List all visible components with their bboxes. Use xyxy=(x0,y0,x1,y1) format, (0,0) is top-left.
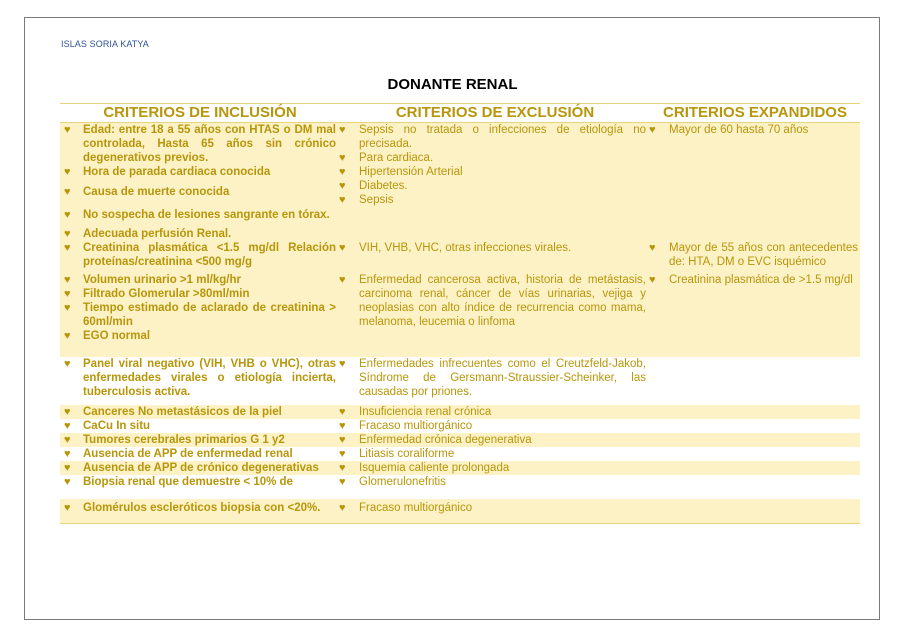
heart-bullet-icon: ♥ xyxy=(339,124,346,136)
heart-bullet-icon: ♥ xyxy=(64,502,71,514)
expanded-text: Creatinina plasmática de >1.5 mg/dl xyxy=(669,274,853,286)
exclusion-text: VIH, VHB, VHC, otras infecciones virales. xyxy=(359,242,572,254)
inclusion-item xyxy=(60,301,340,329)
exclusion-item xyxy=(340,461,650,475)
table-row xyxy=(60,241,860,273)
inclusion-text: Ausencia de APP de crónico degenerativas xyxy=(83,462,319,474)
exclusion-cell xyxy=(340,357,650,405)
exclusion-text: Litiasis coraliforme xyxy=(359,448,455,460)
inclusion-item xyxy=(60,447,340,461)
exclusion-cell xyxy=(340,123,650,242)
heart-bullet-icon: ♥ xyxy=(64,420,71,432)
exclusion-cell xyxy=(340,461,650,475)
exclusion-item xyxy=(340,151,650,165)
table-row xyxy=(60,499,860,524)
inclusion-item xyxy=(60,273,340,287)
inclusion-text: Hora de parada cardiaca conocida xyxy=(83,166,271,178)
inclusion-cell xyxy=(60,273,340,357)
inclusion-cell xyxy=(60,499,340,524)
expanded-cell xyxy=(650,447,860,461)
header-exclusion: CRITERIOS DE EXCLUSIÓN xyxy=(340,104,650,123)
table-row xyxy=(60,405,860,419)
header-inclusion: CRITERIOS DE INCLUSIÓN xyxy=(60,104,340,123)
expanded-text: Mayor de 60 hasta 70 años xyxy=(669,124,809,136)
inclusion-item xyxy=(60,165,340,179)
exclusion-cell xyxy=(340,433,650,447)
criteria-table xyxy=(60,103,860,524)
heart-bullet-icon: ♥ xyxy=(339,406,346,418)
expanded-text: Mayor de 55 años con antecedentes de: HTA, DM o EVC isquémico xyxy=(669,242,858,268)
exclusion-cell xyxy=(340,241,650,273)
inclusion-item xyxy=(60,241,340,269)
heart-bullet-icon: ♥ xyxy=(64,302,71,314)
exclusion-text: Fracaso multiorgánico xyxy=(359,502,473,514)
inclusion-cell xyxy=(60,475,340,499)
inclusion-cell xyxy=(60,405,340,419)
heart-bullet-icon: ♥ xyxy=(64,462,71,474)
inclusion-text: Edad: entre 18 a 55 años con HTAS o DM mal controlada, Hasta 65 años sin crónico degenerativos previos. xyxy=(83,124,336,164)
heart-bullet-icon: ♥ xyxy=(64,209,71,221)
exclusion-cell xyxy=(340,475,650,499)
exclusion-item xyxy=(340,179,650,193)
exclusion-item xyxy=(340,123,650,151)
exclusion-cell xyxy=(340,447,650,461)
inclusion-item xyxy=(60,185,340,199)
heart-bullet-icon: ♥ xyxy=(649,124,656,136)
heart-bullet-icon: ♥ xyxy=(339,462,346,474)
exclusion-text: Enfermedad crónica degenerativa xyxy=(359,434,532,446)
inclusion-cell xyxy=(60,447,340,461)
inclusion-text: No sospecha de lesiones sangrante en tórax. xyxy=(83,209,330,221)
inclusion-cell xyxy=(60,241,340,273)
table-row xyxy=(60,357,860,405)
heart-bullet-icon: ♥ xyxy=(64,124,71,136)
exclusion-text: Glomerulonefritis xyxy=(359,476,446,488)
heart-bullet-icon: ♥ xyxy=(339,152,346,164)
inclusion-item xyxy=(60,329,340,343)
inclusion-text: Tiempo estimado de aclarado de creatinina > 60ml/min xyxy=(83,302,336,328)
heart-bullet-icon: ♥ xyxy=(64,330,71,342)
heart-bullet-icon: ♥ xyxy=(64,434,71,446)
exclusion-text: Hipertensión Arterial xyxy=(359,166,463,178)
heart-bullet-icon: ♥ xyxy=(649,274,656,286)
expanded-cell xyxy=(650,499,860,524)
inclusion-item xyxy=(60,357,340,399)
author-header: ISLAS SORIA KATYA xyxy=(61,39,149,49)
exclusion-cell xyxy=(340,273,650,357)
inclusion-text: Ausencia de APP de enfermedad renal xyxy=(83,448,293,460)
heart-bullet-icon: ♥ xyxy=(64,358,71,370)
exclusion-text: Enfermedades infrecuentes como el Creutzfeld-Jakob, Síndrome de Gersmann-Straussier-Scheinker, las causadas por priones. xyxy=(359,358,646,398)
heart-bullet-icon: ♥ xyxy=(339,420,346,432)
heart-bullet-icon: ♥ xyxy=(649,242,656,254)
table-row xyxy=(60,433,860,447)
heart-bullet-icon: ♥ xyxy=(64,166,71,178)
header-expanded: CRITERIOS EXPANDIDOS xyxy=(650,104,860,123)
table-row xyxy=(60,123,860,242)
heart-bullet-icon: ♥ xyxy=(64,406,71,418)
exclusion-item xyxy=(340,193,650,207)
inclusion-item xyxy=(60,227,340,241)
heart-bullet-icon: ♥ xyxy=(339,242,346,254)
inclusion-item xyxy=(60,405,340,419)
exclusion-text: Sepsis no tratada o infecciones de etiología no precisada. xyxy=(359,124,646,150)
heart-bullet-icon: ♥ xyxy=(64,476,71,488)
exclusion-cell xyxy=(340,419,650,433)
heart-bullet-icon: ♥ xyxy=(339,448,346,460)
exclusion-text: Enfermedad cancerosa activa, historia de metástasis, carcinoma renal, cáncer de vías urinarias, vejiga y neoplasias con alto índice de recurrencia como mama, melanoma, leucemia o linfoma xyxy=(359,274,646,328)
inclusion-text: Creatinina plasmática <1.5 mg/dl Relación proteínas/creatinina <500 mg/g xyxy=(83,242,336,268)
exclusion-text: Fracaso multiorgánico xyxy=(359,420,473,432)
inclusion-cell xyxy=(60,123,340,242)
heart-bullet-icon: ♥ xyxy=(339,274,346,286)
heart-bullet-icon: ♥ xyxy=(339,180,346,192)
table-row xyxy=(60,447,860,461)
inclusion-cell xyxy=(60,433,340,447)
inclusion-item xyxy=(60,287,340,301)
inclusion-text: Adecuada perfusión Renal. xyxy=(83,228,232,240)
exclusion-text: Sepsis xyxy=(359,194,394,206)
exclusion-text: Para cardiaca. xyxy=(359,152,434,164)
exclusion-item xyxy=(340,405,650,419)
exclusion-text: Isquemia caliente prolongada xyxy=(359,462,510,474)
exclusion-cell xyxy=(340,405,650,419)
inclusion-text: CaCu In situ xyxy=(83,420,151,432)
heart-bullet-icon: ♥ xyxy=(339,166,346,178)
inclusion-item xyxy=(60,205,340,225)
exclusion-item xyxy=(340,501,650,515)
table-row xyxy=(60,461,860,475)
table-row xyxy=(60,273,860,357)
expanded-cell xyxy=(650,461,860,475)
heart-bullet-icon: ♥ xyxy=(64,448,71,460)
heart-bullet-icon: ♥ xyxy=(339,476,346,488)
exclusion-item xyxy=(340,241,650,255)
exclusion-item xyxy=(340,165,650,179)
exclusion-item xyxy=(340,357,650,399)
page-title: DONANTE RENAL xyxy=(387,76,518,93)
heart-bullet-icon: ♥ xyxy=(64,274,71,286)
inclusion-item xyxy=(60,433,340,447)
header-row xyxy=(60,104,860,123)
exclusion-text: Insuficiencia renal crónica xyxy=(359,406,492,418)
inclusion-text: Causa de muerte conocida xyxy=(83,186,230,198)
heart-bullet-icon: ♥ xyxy=(64,242,71,254)
exclusion-item xyxy=(340,419,650,433)
heart-bullet-icon: ♥ xyxy=(339,358,346,370)
expanded-item xyxy=(650,241,860,269)
expanded-cell xyxy=(650,419,860,433)
heart-bullet-icon: ♥ xyxy=(339,194,346,206)
heart-bullet-icon: ♥ xyxy=(339,434,346,446)
inclusion-text: Glomérulos escleróticos biopsia con <20%. xyxy=(83,502,321,514)
exclusion-item xyxy=(340,433,650,447)
inclusion-text: Filtrado Glomerular >80ml/min xyxy=(83,288,250,300)
table-row xyxy=(60,475,860,499)
expanded-cell xyxy=(650,433,860,447)
inclusion-item xyxy=(60,501,340,515)
heart-bullet-icon: ♥ xyxy=(64,186,71,198)
inclusion-text: Panel viral negativo (VIH, VHB o VHC), otras enfermedades virales o etiología incierta, tuberculosis activa. xyxy=(83,358,336,398)
heart-bullet-icon: ♥ xyxy=(64,228,71,240)
expanded-cell xyxy=(650,405,860,419)
inclusion-text: Volumen urinario >1 ml/kg/hr xyxy=(83,274,241,286)
heart-bullet-icon: ♥ xyxy=(64,288,71,300)
inclusion-item xyxy=(60,461,340,475)
expanded-cell xyxy=(650,475,860,499)
exclusion-text: Diabetes. xyxy=(359,180,408,192)
table-row xyxy=(60,419,860,433)
inclusion-item xyxy=(60,419,340,433)
inclusion-item xyxy=(60,123,340,165)
inclusion-cell xyxy=(60,419,340,433)
exclusion-cell xyxy=(340,499,650,524)
inclusion-item xyxy=(60,475,340,489)
inclusion-text: Biopsia renal que demuestre < 10% de xyxy=(83,476,293,488)
inclusion-text: Tumores cerebrales primarios G 1 y2 xyxy=(83,434,285,446)
expanded-cell xyxy=(650,357,860,405)
exclusion-item xyxy=(340,475,650,489)
inclusion-cell xyxy=(60,461,340,475)
expanded-item xyxy=(650,123,860,137)
expanded-item xyxy=(650,273,860,287)
exclusion-item xyxy=(340,273,650,329)
inclusion-cell xyxy=(60,357,340,405)
inclusion-text: EGO normal xyxy=(83,330,151,342)
exclusion-item xyxy=(340,447,650,461)
expanded-cell xyxy=(650,241,860,273)
expanded-cell xyxy=(650,123,860,242)
heart-bullet-icon: ♥ xyxy=(339,502,346,514)
inclusion-text: Canceres No metastásicos de la piel xyxy=(83,406,282,418)
expanded-cell xyxy=(650,273,860,357)
